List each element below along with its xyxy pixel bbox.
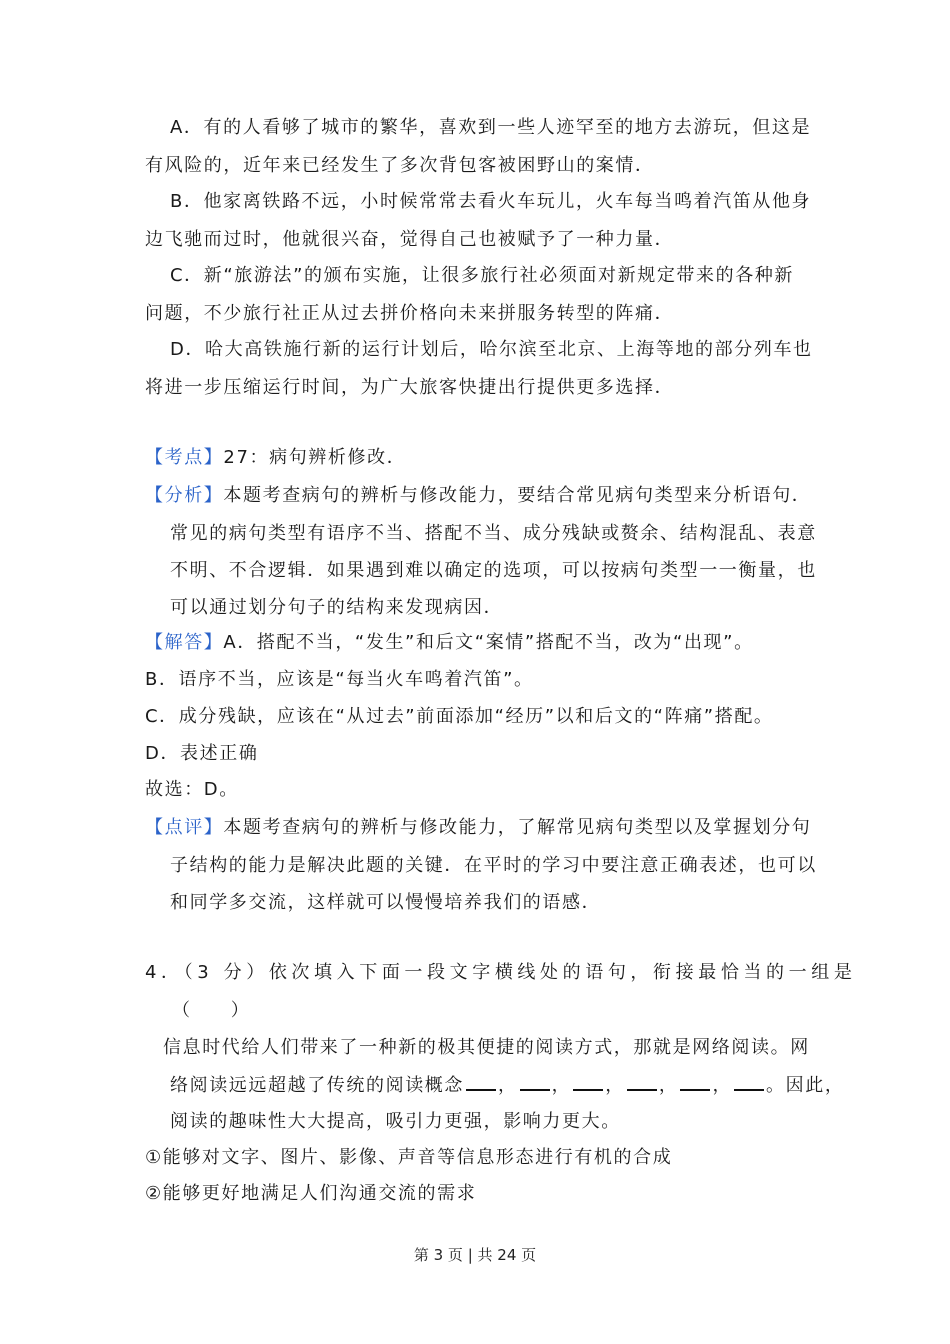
blank-1 <box>466 1073 496 1091</box>
blank-3 <box>573 1073 603 1091</box>
passage-text-end: 。因此， <box>766 1075 845 1096</box>
kaodian-tag: 【考点】 <box>145 447 224 468</box>
question-4-passage-line1: 信息时代给人们带来了一种新的极其便捷的阅读方式，那就是网络阅读。网 <box>163 1037 810 1058</box>
question-4-stem: 4．（3 分）依次填入下面一段文字横线处的语句，衔接最恰当的一组是 <box>145 962 857 983</box>
question-4-item-2: ②能够更好地满足人们沟通交流的需求 <box>145 1183 477 1204</box>
kaodian-text: 27：病句辨析修改． <box>223 447 407 468</box>
comma: ， <box>712 1075 733 1096</box>
blank-5 <box>680 1073 710 1091</box>
comma: ， <box>658 1075 679 1096</box>
question-4-item-1: ①能够对文字、图片、影像、声音等信息形态进行有机的合成 <box>145 1147 673 1168</box>
blank-6 <box>734 1073 764 1091</box>
comma: ， <box>605 1075 625 1096</box>
jieda-tag: 【解答】 <box>145 632 224 653</box>
blank-2 <box>520 1073 550 1091</box>
option-a-line1: A．有的人看够了城市的繁华，喜欢到一些人迹罕至的地方去游玩，但这是 <box>170 117 812 138</box>
fenxi-line1 <box>145 484 811 508</box>
dianping-line3: 和同学多交流，这样就可以慢慢培养我们的语感． <box>170 892 602 913</box>
dianping-line2: 子结构的能力是解决此题的关键．在平时的学习中要注意正确表述，也可以 <box>170 855 817 876</box>
jieda-line2: B．语序不当，应该是“每当火车鸣着汽笛”。 <box>145 669 534 690</box>
jieda-line3: C．成分残缺，应该在“从过去”前面添加“经历”以和后文的“阵痛”搭配。 <box>145 706 774 727</box>
jieda-answer: 故选：D。 <box>145 779 239 800</box>
blank-4 <box>627 1073 657 1091</box>
option-d-line2: 将进一步压缩运行时间，为广大旅客快捷出行提供更多选择． <box>145 377 675 398</box>
fenxi-line4: 可以通过划分句子的结构来发现病因． <box>170 597 504 618</box>
dianping-tag: 【点评】 <box>145 817 224 838</box>
dianping-text: 本题考查病句的辨析与修改能力，了解常见病句类型以及掌握划分句 <box>223 817 812 838</box>
question-4-passage-line2 <box>170 1073 844 1098</box>
option-b-line1: B．他家离铁路不远，小时候常常去看火车玩儿，火车每当鸣着汽笛从他身 <box>170 191 812 212</box>
option-a-line2: 有风险的，近年来已经发生了多次背包客被困野山的案情． <box>145 155 655 176</box>
question-4-answer-paren: （ ） <box>172 1000 251 1021</box>
fenxi-line2: 常见的病句类型有语序不当、搭配不当、成分残缺或赘余、结构混乱、表意 <box>170 523 817 544</box>
page-footer: 第 3 页 | 共 24 页 <box>413 1246 537 1264</box>
option-c-line1: C．新“旅游法”的颁布实施，让很多旅行社必须面对新规定带来的各种新 <box>170 265 795 286</box>
fenxi-text: 本题考查病句的辨析与修改能力，要结合常见病句类型来分析语句． <box>223 485 812 506</box>
comma: ， <box>498 1075 518 1096</box>
fenxi-tag: 【分析】 <box>145 485 224 506</box>
jieda-line1 <box>145 631 754 655</box>
option-d-line1: D．哈大高铁施行新的运行计划后，哈尔滨至北京、上海等地的部分列车也 <box>170 339 813 360</box>
comma: ， <box>551 1075 572 1096</box>
dianping-line1 <box>145 816 811 840</box>
jieda-line4: D．表述正确 <box>145 743 259 764</box>
passage-text: 络阅读远远超越了传统的阅读概念 <box>170 1075 464 1096</box>
question-4-passage-line3: 阅读的趣味性大大提高，吸引力更强，影响力更大。 <box>170 1111 621 1132</box>
jieda-text: A．搭配不当，“发生”和后文“案情”搭配不当，改为“出现”。 <box>223 632 754 653</box>
kaodian-section <box>145 446 406 470</box>
fenxi-line3: 不明、不合逻辑．如果遇到难以确定的选项，可以按病句类型一一衡量，也 <box>170 560 817 581</box>
option-c-line2: 问题，不少旅行社正从过去拼价格向未来拼服务转型的阵痛． <box>145 303 675 324</box>
option-b-line2: 边飞驰而过时，他就很兴奋，觉得自己也被赋予了一种力量． <box>145 229 675 250</box>
